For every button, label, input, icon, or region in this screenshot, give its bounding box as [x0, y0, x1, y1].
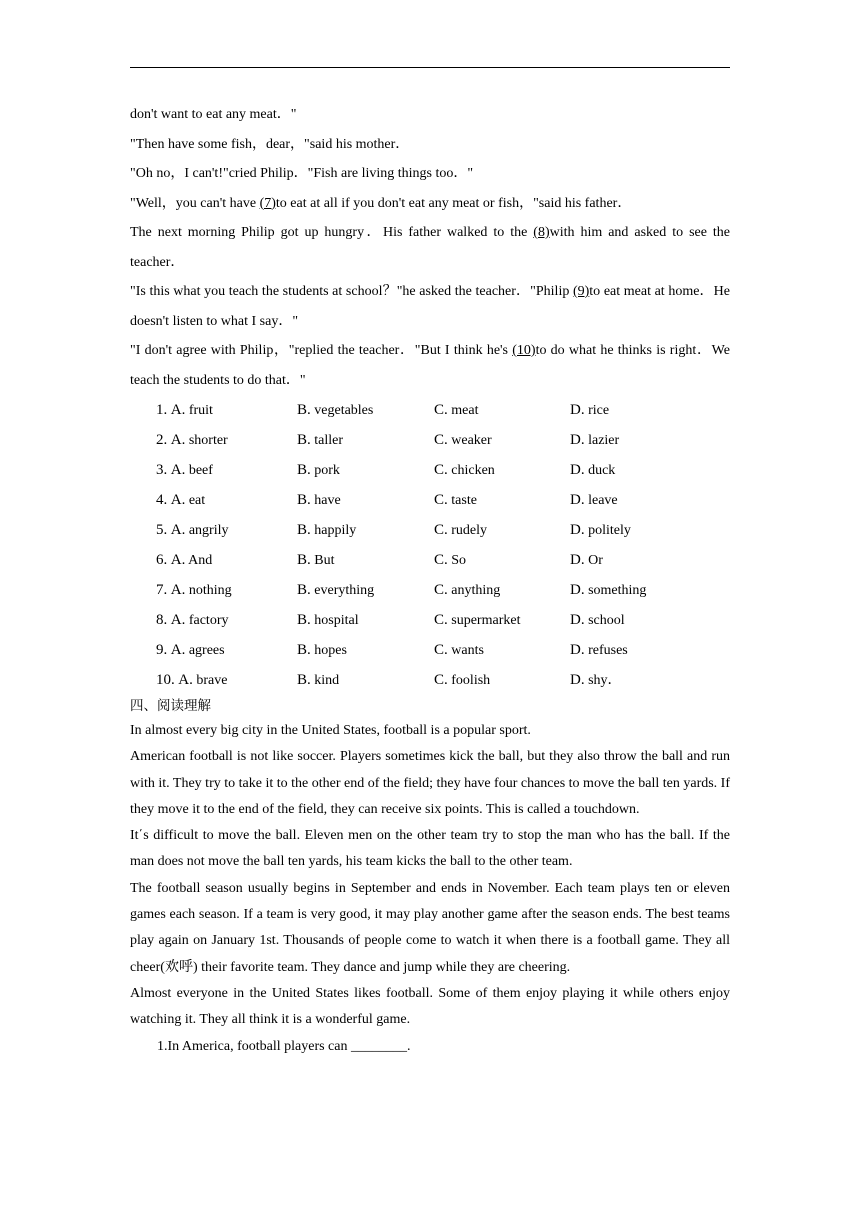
- option-row: [130, 395, 730, 425]
- passage-line: don't want to eat any meat．": [130, 107, 297, 122]
- passage-text: with him and asked to see the teacher．: [130, 225, 731, 270]
- question-number: 1.: [156, 402, 168, 418]
- passage-line: [130, 277, 730, 336]
- option-a: 6. A. And: [156, 552, 213, 568]
- option-row: [130, 575, 730, 605]
- option-a: 3. A. beef: [156, 462, 213, 478]
- option-d: D. Or: [570, 552, 603, 568]
- question-number: 7.: [156, 582, 168, 598]
- option-row: [130, 425, 730, 455]
- option-row: [130, 545, 730, 575]
- question-number: 6.: [156, 552, 168, 568]
- option-b: B. kind: [297, 672, 340, 688]
- reading-paragraph: It΄s difficult to move the ball. Eleven men on the other team try to stop the man who has the ball. If the man does not move the ball ten yards, his team kicks the ball to the other team.: [130, 828, 730, 870]
- blank-9: (9): [572, 284, 590, 299]
- question-number: 4.: [156, 492, 168, 508]
- option-b: B. taller: [297, 432, 344, 448]
- option-row: [130, 455, 730, 485]
- option-row: [130, 635, 730, 665]
- question-1: 1.In America, football players can ________.: [157, 1038, 411, 1054]
- passage-line: [130, 189, 730, 219]
- option-a: 5. A. angrily: [156, 522, 229, 538]
- cloze-passage: [130, 100, 730, 395]
- option-a: 4. A. eat: [156, 492, 206, 508]
- reading-paragraph: The football season usually begins in September and ends in November. Each team plays ten or eleven games each season. If a team is very good, it may play another game after the season ends. The best teams play again on January 1st. Thousands of people come to watch it when there is a football game. They all cheer(欢呼) their favorite team. They dance and jump while they are cheering.: [130, 880, 730, 975]
- header-rule: [130, 67, 730, 68]
- option-d: D. leave: [570, 492, 618, 508]
- passage-text: "Well，you can't have: [130, 195, 260, 211]
- blank-7: (7): [259, 195, 276, 211]
- reading-paragraph: American football is not like soccer. Players sometimes kick the ball, but they also throw the ball and run with it. They try to take it to the other end of the field; they have four chances to move the ball ten yards. If they move it to the end of the field, they can receive six points. This is called a touchdown.: [130, 749, 731, 817]
- option-c: C. foolish: [434, 672, 491, 688]
- answer-options: [130, 395, 730, 695]
- passage-line: [130, 336, 730, 395]
- blank-8: (8): [533, 225, 550, 240]
- option-c: C. So: [434, 552, 467, 568]
- option-row: [130, 605, 730, 635]
- reading-paragraph: In almost every big city in the United States, football is a popular sport.: [130, 723, 531, 738]
- option-row: [130, 665, 730, 695]
- option-b: B. have: [297, 492, 341, 508]
- question-number: 3.: [156, 462, 168, 478]
- option-a: 10. A. brave: [156, 672, 228, 688]
- option-b: B. everything: [297, 582, 375, 598]
- option-b: B. pork: [297, 462, 340, 478]
- option-row: [130, 515, 730, 545]
- option-b: B. hospital: [297, 612, 359, 628]
- question-number: 2.: [156, 432, 168, 448]
- section-heading: 四、阅读理解: [130, 698, 211, 714]
- passage-text: to do what he thinks is right．We teach the students to do that．": [130, 343, 730, 388]
- option-a: 8. A. factory: [156, 612, 229, 628]
- option-c: C. chicken: [434, 462, 495, 478]
- passage-line: "Oh no，I can't!"cried Philip．"Fish are living things too．": [130, 166, 474, 181]
- passage-line: "Then have some fish，dear，"said his mother．: [130, 136, 410, 152]
- option-d: D. politely: [570, 522, 631, 538]
- option-d: D. lazier: [570, 432, 620, 448]
- question-number: 5.: [156, 522, 168, 538]
- blank-10: (10): [512, 343, 536, 358]
- option-b: B. vegetables: [297, 402, 374, 418]
- option-a: 1. A. fruit: [156, 402, 213, 418]
- option-c: C. wants: [434, 642, 484, 658]
- option-c: C. anything: [434, 582, 501, 598]
- option-d: D. school: [570, 612, 625, 628]
- option-b: B. happily: [297, 522, 357, 538]
- option-b: B. hopes: [297, 642, 347, 658]
- option-d: D. duck: [570, 462, 616, 478]
- option-a: 9. A. agrees: [156, 642, 225, 658]
- question-number: 8.: [156, 612, 168, 628]
- option-c: C. rudely: [434, 522, 488, 538]
- question-number: 9.: [156, 642, 168, 658]
- passage-text: "Is this what you teach the students at school？"he asked the teacher．"Philip: [130, 284, 573, 299]
- option-d: D. refuses: [570, 642, 628, 658]
- reading-section: [130, 695, 730, 1060]
- page-content: [130, 100, 730, 1060]
- option-c: C. supermarket: [434, 612, 521, 628]
- option-c: C. meat: [434, 402, 479, 418]
- option-a: 2. A. shorter: [156, 432, 228, 448]
- passage-text: "I don't agree with Philip，"replied the teacher．"But I think he's: [130, 343, 513, 358]
- question-number: 10.: [156, 672, 175, 688]
- passage-text: The next morning Philip got up hungry．His father walked to the: [130, 225, 534, 240]
- option-d: D. something: [570, 582, 647, 598]
- option-row: [130, 485, 730, 515]
- reading-paragraph: Almost everyone in the United States likes football. Some of them enjoy playing it while others enjoy watching it. They all think it is a wonderful game.: [130, 985, 730, 1028]
- passage-text: to eat meat at home．He doesn't listen to what I say．": [130, 284, 731, 329]
- option-b: B. But: [297, 552, 335, 568]
- passage-line: [130, 218, 730, 277]
- passage-text: to eat at all if you don't eat any meat or fish，"said his father．: [275, 195, 632, 211]
- option-c: C. taste: [434, 492, 477, 508]
- option-c: C. weaker: [434, 432, 492, 448]
- option-d: D. rice: [570, 402, 610, 418]
- option-d: D. shy．: [570, 672, 622, 688]
- option-a: 7. A. nothing: [156, 582, 232, 598]
